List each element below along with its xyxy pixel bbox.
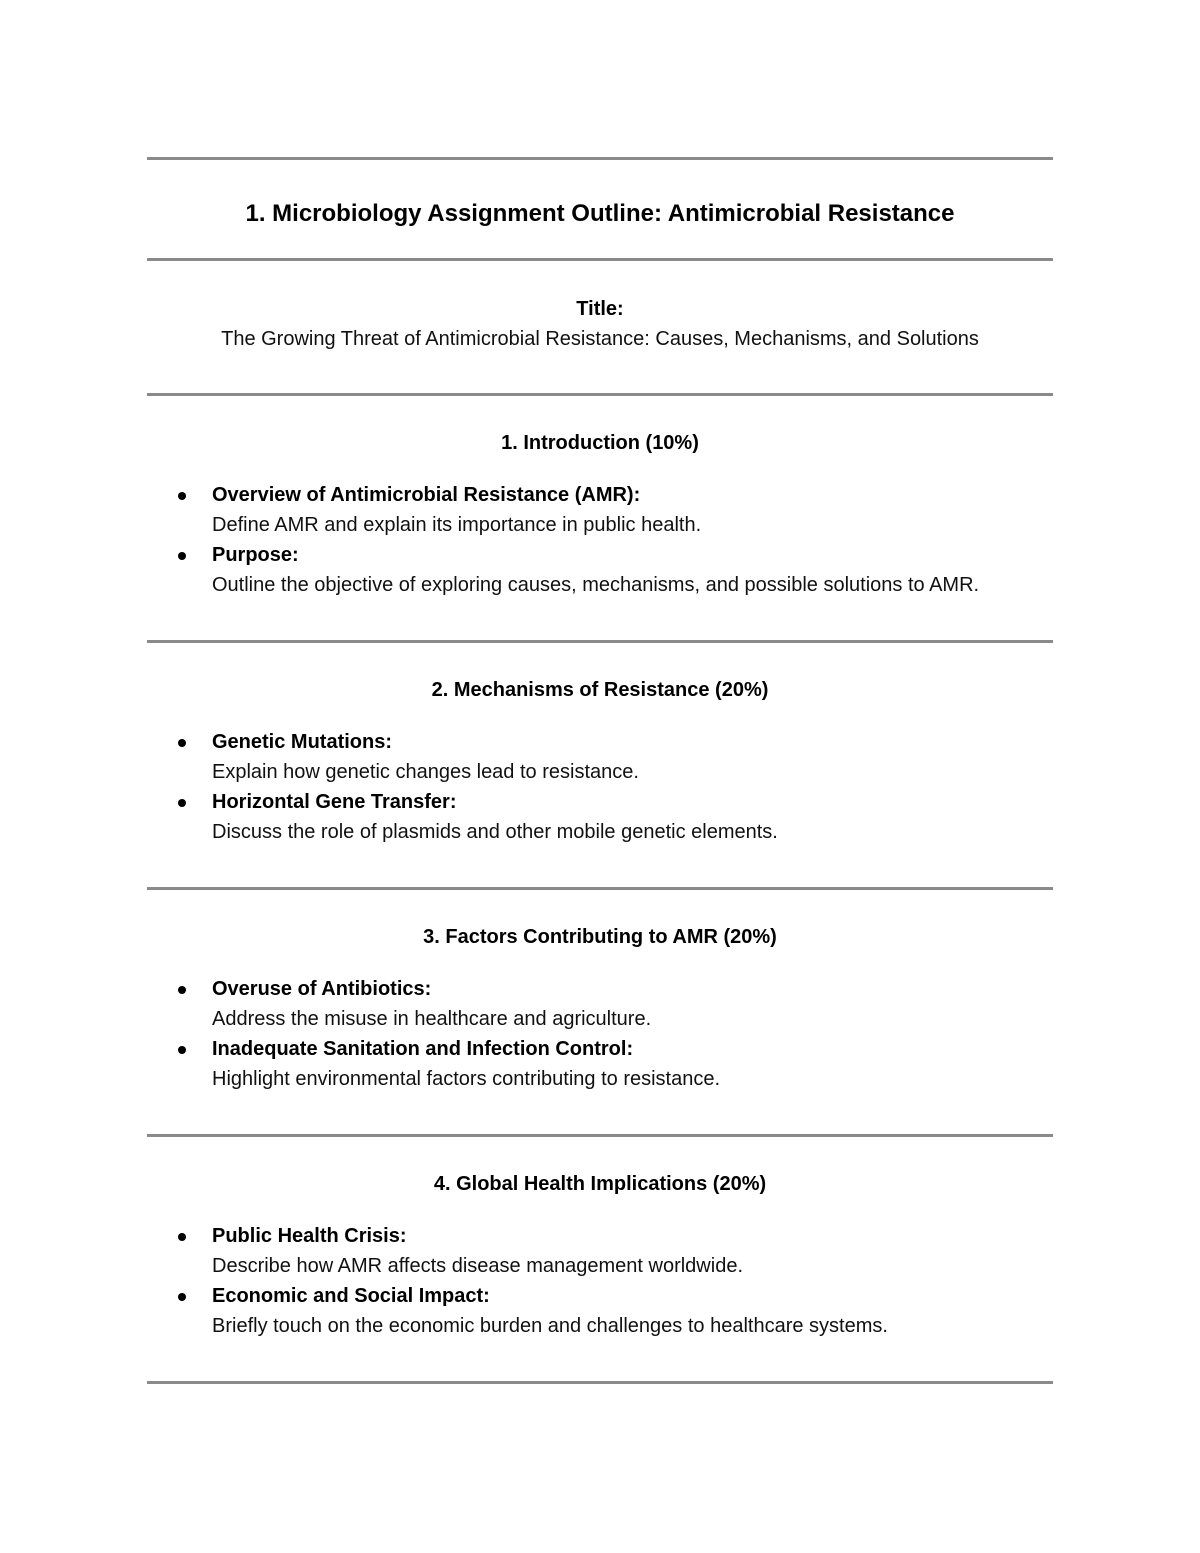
item-description: Define AMR and explain its importance in public health. [212, 514, 702, 536]
section-factors [147, 922, 1053, 1094]
bullet-icon [178, 1046, 186, 1054]
list-item [147, 727, 1053, 787]
item-label: Inadequate Sanitation and Infection Control: [212, 1038, 634, 1060]
divider [147, 393, 1053, 396]
item-label: Economic and Social Impact: [212, 1285, 490, 1307]
item-label: Genetic Mutations: [212, 731, 393, 753]
divider [147, 1381, 1053, 1384]
section-heading: 3. Factors Contributing to AMR (20%) [423, 926, 777, 948]
item-label: Public Health Crisis: [212, 1225, 407, 1247]
bullet-icon [178, 1293, 186, 1301]
list-item [147, 480, 1053, 540]
bullet-list [147, 974, 1053, 1094]
list-item [147, 540, 1053, 600]
bullet-icon [178, 799, 186, 807]
bullet-icon [178, 739, 186, 747]
divider [147, 157, 1053, 160]
list-item [147, 787, 1053, 847]
title-block [147, 294, 1053, 354]
item-description: Briefly touch on the economic burden and challenges to healthcare systems. [212, 1315, 888, 1337]
item-description: Outline the objective of exploring causes, mechanisms, and possible solutions to AMR. [212, 574, 980, 596]
list-item [147, 1034, 1053, 1094]
assignment-title: The Growing Threat of Antimicrobial Resistance: Causes, Mechanisms, and Solutions [221, 328, 979, 350]
item-description: Discuss the role of plasmids and other mobile genetic elements. [212, 821, 778, 843]
section-heading: 1. Introduction (10%) [501, 432, 699, 454]
title-label: Title: [576, 298, 624, 320]
item-description: Highlight environmental factors contributing to resistance. [212, 1068, 721, 1090]
divider [147, 640, 1053, 643]
divider [147, 887, 1053, 890]
item-label: Overuse of Antibiotics: [212, 978, 432, 1000]
section-global-health [147, 1169, 1053, 1341]
section-heading: 4. Global Health Implications (20%) [433, 1173, 767, 1195]
section-heading: 2. Mechanisms of Resistance (20%) [431, 679, 769, 701]
document-title: 1. Microbiology Assignment Outline: Antimicrobial Resistance [245, 200, 955, 227]
item-description: Explain how genetic changes lead to resistance. [212, 761, 639, 783]
bullet-list [147, 1221, 1053, 1341]
item-description: Address the misuse in healthcare and agriculture. [212, 1008, 652, 1030]
list-item [147, 1281, 1053, 1341]
item-label: Purpose: [212, 544, 299, 566]
item-label: Overview of Antimicrobial Resistance (AMR): [212, 484, 641, 506]
section-mechanisms [147, 675, 1053, 847]
list-item [147, 974, 1053, 1034]
item-label: Horizontal Gene Transfer: [212, 791, 457, 813]
bullet-icon [178, 492, 186, 500]
bullet-list [147, 480, 1053, 600]
bullet-icon [178, 552, 186, 560]
divider [147, 258, 1053, 261]
bullet-list [147, 727, 1053, 847]
divider [147, 1134, 1053, 1137]
bullet-icon [178, 986, 186, 994]
item-description: Describe how AMR affects disease management worldwide. [212, 1255, 743, 1277]
section-introduction [147, 428, 1053, 600]
list-item [147, 1221, 1053, 1281]
bullet-icon [178, 1233, 186, 1241]
